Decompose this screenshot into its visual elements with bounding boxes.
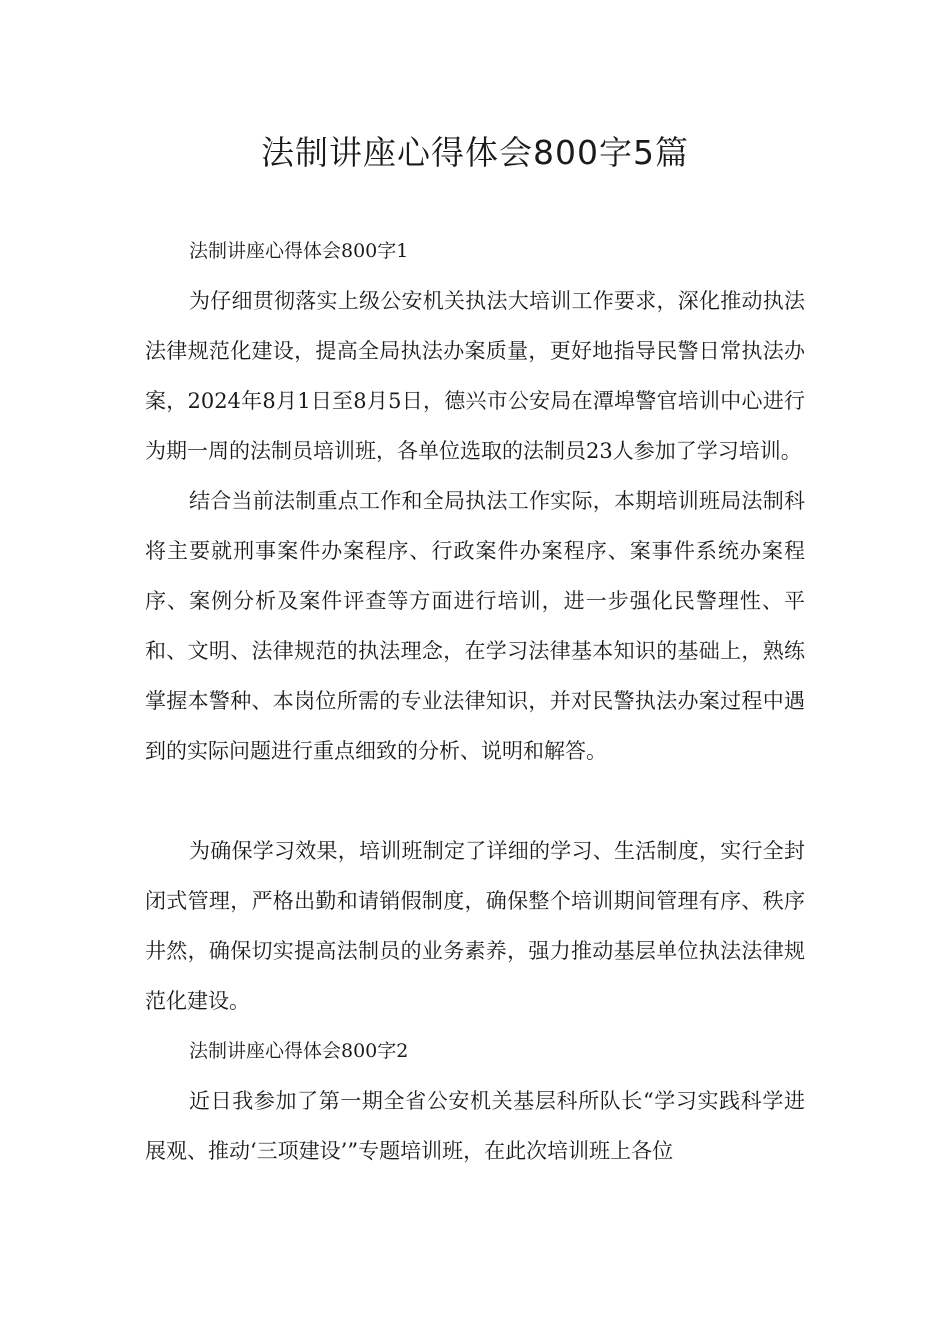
document-body: [145, 226, 805, 1176]
paragraph: 结合当前法制重点工作和全局执法工作实际，本期培训班局法制科将主要就刑事案件办案程序、行政案件办案程序、案事件系统办案程序、案例分析及案件评查等方面进行培训，进一步强化民警理性、平和、文明、法律规范的执法理念，在学习法律基本知识的基础上，熟练掌握本警种、本岗位所需的专业法律知识，并对民警执法办案过程中遇到的实际问题进行重点细致的分析、说明和解答。: [145, 489, 805, 763]
paragraph: 近日我参加了第一期全省公安机关基层科所队长“学习实践科学进展观、推动‘三项建设’”专题培训班，在此次培训班上各位: [145, 1089, 805, 1163]
paragraph: 为确保学习效果，培训班制定了详细的学习、生活制度，实行全封闭式管理，严格出勤和请销假制度，确保整个培训期间管理有序、秩序井然，确保切实提高法制员的业务素养，强力推动基层单位执法法律规范化建设。: [145, 839, 805, 1013]
section-heading-1: 法制讲座心得体会800字1: [189, 240, 409, 262]
document-title: 法制讲座心得体会800字5篇: [261, 133, 689, 172]
section-heading-2: 法制讲座心得体会800字2: [189, 1040, 409, 1062]
paragraph: 为仔细贯彻落实上级公安机关执法大培训工作要求，深化推动执法法律规范化建设，提高全局执法办案质量，更好地指导民警日常执法办案，2024年8月1日至8月5日，德兴市公安局在潭埠警官培训中心进行为期一周的法制员培训班，各单位选取的法制员23人参加了学习培训。: [145, 289, 805, 463]
